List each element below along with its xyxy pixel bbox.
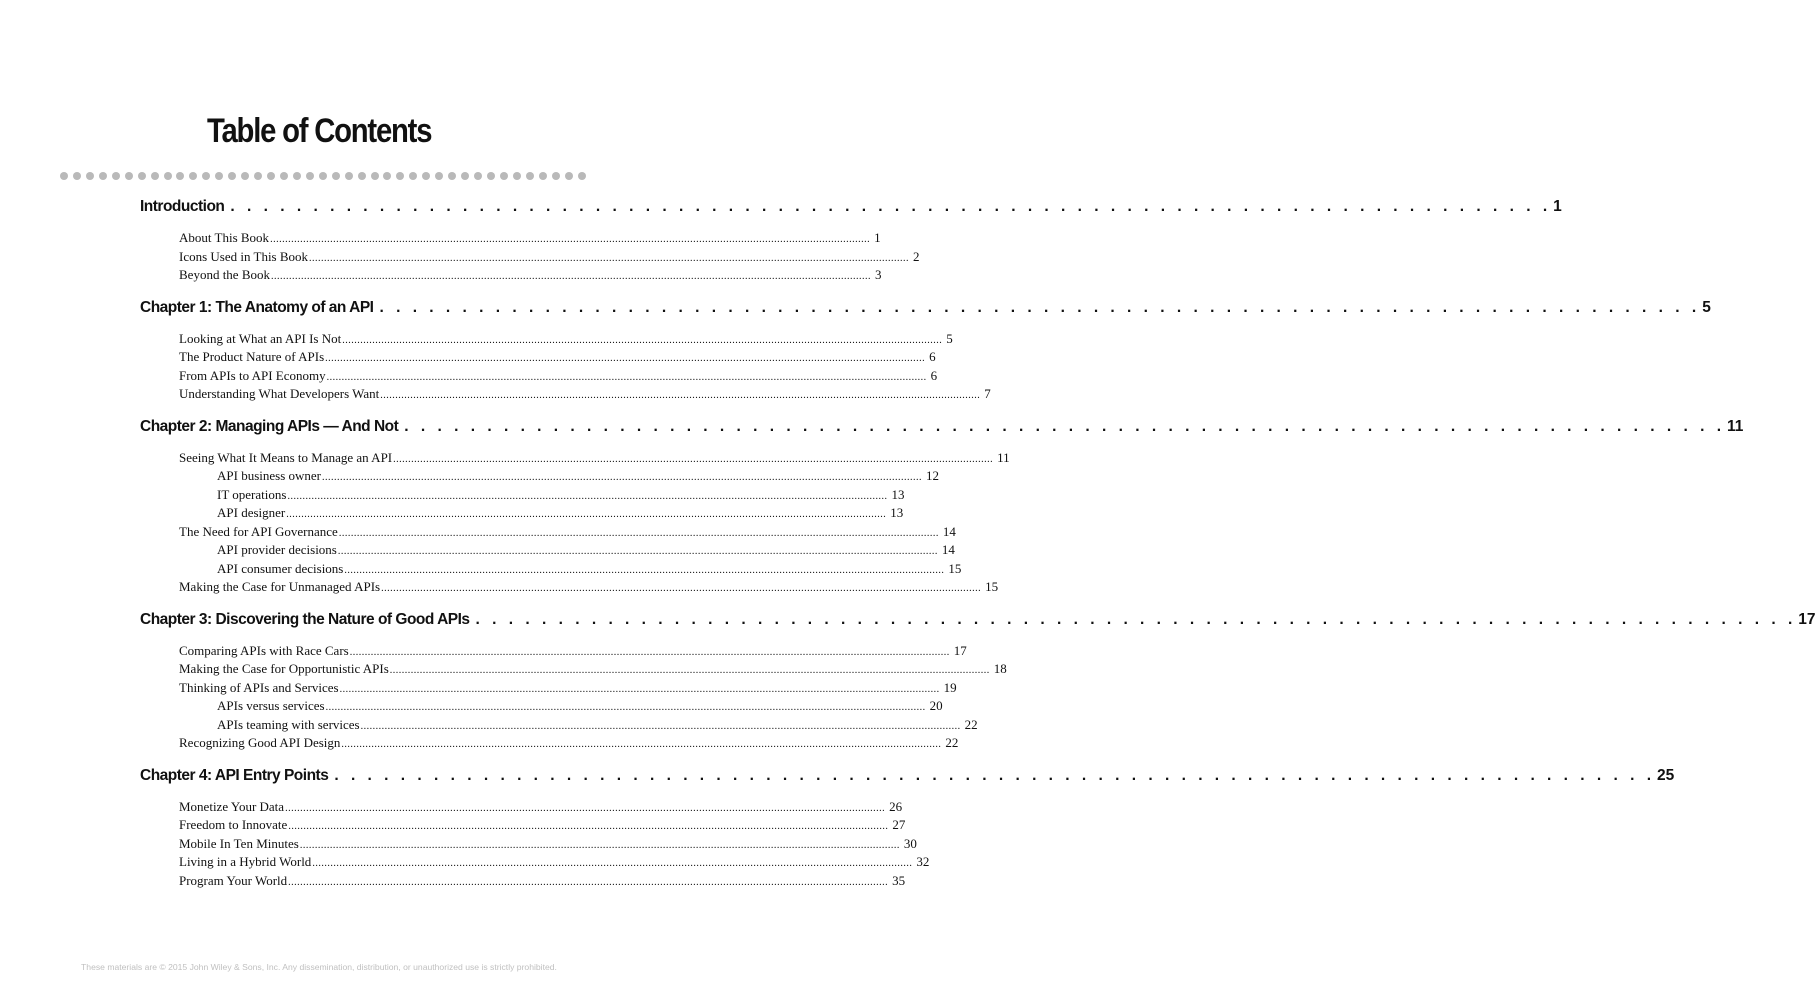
dot-leader: ........................................................................................................................................................................................................ — [325, 702, 926, 713]
dot-leader: . . . . . . . . . . . . . . . . . . . . . . . . . . . . . . . . . . . . . . . . . . . . . . . . . . . . . . . . . . . . . . . . . . . . . . . . . . . . . . . . — [475, 610, 1797, 628]
divider-dot — [371, 172, 379, 180]
divider-dot — [99, 172, 107, 180]
toc-entry-title: Comparing APIs with Race Cars — [179, 642, 349, 658]
dot-leader: ........................................................................................................................................................................................................ — [389, 665, 990, 676]
divider-dot — [358, 172, 366, 180]
divider-dot — [280, 172, 288, 180]
toc-entry-title: From APIs to API Economy — [179, 367, 326, 383]
toc-chapter-title: Chapter 4: API Entry Points — [140, 766, 329, 784]
toc-page-number: 11 — [997, 449, 1010, 465]
dot-leader: ........................................................................................................................................................................................................ — [339, 683, 940, 695]
toc-page-number: 14 — [941, 542, 955, 557]
toc-entry-title: API business owner — [217, 468, 321, 483]
divider-dot — [552, 172, 560, 180]
toc-entry-title: APIs teaming with services — [217, 716, 360, 732]
toc-section[interactable] — [140, 661, 1007, 680]
toc-entry-title: Understanding What Developers Want — [179, 386, 380, 401]
toc-section[interactable] — [140, 854, 930, 873]
dot-leader: ........................................................................................................................................................................................................ — [322, 472, 922, 483]
divider-dot — [151, 172, 159, 180]
divider-dot — [526, 172, 534, 180]
toc-page-number: 18 — [993, 661, 1007, 676]
divider-dot — [513, 172, 521, 180]
toc-section[interactable] — [140, 872, 906, 892]
divider-dot — [539, 172, 547, 180]
toc-page-number: 17 — [953, 642, 967, 658]
toc-page-number: 6 — [930, 367, 938, 383]
dot-leader: . . . . . . . . . . . . . . . . . . . . . . . . . . . . . . . . . . . . . . . . . . . . . . . . . . . . . . . . . . . . . . . . . . . . . . . . . . . . . . . . — [334, 766, 1656, 784]
toc-subsection[interactable] — [140, 560, 962, 580]
toc-page-number: 25 — [1657, 766, 1675, 784]
toc-entry-title: The Product Nature of APIs — [179, 349, 325, 364]
dot-leader: ........................................................................................................................................................................................................ — [337, 546, 938, 557]
dot-leader: ........................................................................................................................................................................................................ — [312, 858, 913, 869]
dot-leader: ........................................................................................................................................................................................................ — [299, 839, 900, 851]
toc-subsection[interactable] — [140, 468, 939, 487]
divider-dot — [319, 172, 327, 180]
toc-subsection[interactable] — [140, 486, 905, 506]
toc-section[interactable] — [140, 267, 882, 286]
toc-entry-title: API provider decisions — [217, 542, 337, 557]
toc-entry-title: Mobile In Ten Minutes — [179, 835, 299, 851]
toc-entry-title: The Need for API Governance — [179, 523, 338, 539]
divider-dot — [565, 172, 573, 180]
toc-chapter-title: Introduction — [140, 198, 225, 215]
toc-chapter-title: Chapter 2: Managing APIs — And Not — [140, 417, 399, 435]
toc-page-number: 5 — [946, 330, 953, 346]
divider-dot — [487, 172, 495, 180]
dot-leader: ........................................................................................................................................................................................................ — [360, 720, 961, 732]
dot-leader: ........................................................................................................................................................................................................ — [381, 583, 982, 594]
toc-chapter[interactable] — [140, 610, 1816, 635]
toc-section[interactable] — [140, 367, 938, 387]
toc-page-number: 5 — [1702, 298, 1711, 316]
toc-page-number: 12 — [926, 468, 939, 483]
toc-section[interactable] — [140, 579, 999, 598]
divider-dot — [293, 172, 301, 180]
divider-dot — [383, 172, 391, 180]
divider-dot — [461, 172, 469, 180]
toc-section[interactable] — [140, 523, 956, 543]
divider-dot — [228, 172, 236, 180]
toc-section[interactable] — [140, 330, 953, 350]
toc-page-number: 35 — [892, 872, 906, 888]
divider-dot — [164, 172, 172, 180]
dot-leader: ........................................................................................................................................................................................................ — [285, 802, 886, 814]
divider-dot — [189, 172, 197, 180]
divider-dot — [306, 172, 314, 180]
dot-leader: ........................................................................................................................................................................................................ — [325, 353, 926, 364]
dot-leader: ........................................................................................................................................................................................................ — [288, 876, 889, 888]
toc-page-number: 7 — [984, 386, 991, 401]
toc-page-number: 17 — [1798, 610, 1816, 628]
divider-dot — [138, 172, 146, 180]
toc-chapter[interactable] — [140, 198, 1562, 222]
toc-section[interactable] — [140, 449, 1010, 469]
divider-dot — [578, 172, 586, 180]
divider-dot — [86, 172, 94, 180]
divider-dot — [396, 172, 404, 180]
copyright-footer: These materials are © 2015 John Wiley & Sons, Inc. Any dissemination, distribution, or unauthorized use is strictly prohibited. — [81, 962, 557, 972]
toc-section[interactable] — [140, 349, 936, 368]
toc-section[interactable] — [140, 735, 959, 754]
toc-chapter[interactable] — [140, 417, 1744, 442]
toc-page-number: 32 — [916, 854, 930, 869]
toc-entry-title: Thinking of APIs and Services — [179, 679, 339, 695]
dot-leader: ........................................................................................................................................................................................................ — [326, 371, 927, 383]
divider-dot — [241, 172, 249, 180]
toc-page-number: 22 — [945, 735, 959, 750]
toc-page-number: 22 — [964, 716, 978, 732]
toc-section[interactable] — [140, 386, 991, 405]
toc-page-number: 14 — [942, 523, 956, 539]
toc-entry-title: Recognizing Good API Design — [179, 735, 341, 750]
divider-dot — [345, 172, 353, 180]
toc-entry-title: API designer — [217, 505, 286, 520]
divider-dot — [73, 172, 81, 180]
toc-entry-title: Seeing What It Means to Manage an API — [179, 449, 393, 465]
toc-section[interactable] — [140, 679, 957, 699]
toc-page-number: 15 — [948, 560, 962, 576]
toc-chapter-title: Chapter 1: The Anatomy of an API — [140, 298, 374, 316]
toc-entry-title: Making the Case for Opportunistic APIs — [179, 661, 389, 676]
dot-leader: ........................................................................................................................................................................................................ — [338, 527, 939, 539]
toc-subsection[interactable] — [140, 542, 955, 561]
divider-dot — [125, 172, 133, 180]
dot-leader: ........................................................................................................................................................................................................ — [309, 252, 910, 264]
toc-page-number: 19 — [943, 679, 957, 695]
toc-entry-title: IT operations — [217, 486, 287, 502]
toc-entry-title: Monetize Your Data — [179, 798, 285, 814]
toc-page-number: 1 — [1553, 198, 1562, 215]
toc-page-number: 20 — [929, 698, 943, 713]
toc-section[interactable] — [140, 230, 881, 249]
divider-dot — [435, 172, 443, 180]
divider-dot — [448, 172, 456, 180]
divider-dot — [422, 172, 430, 180]
toc-chapter[interactable] — [140, 766, 1675, 791]
divider-dot — [202, 172, 210, 180]
table-of-contents — [140, 198, 1816, 891]
toc-section[interactable] — [140, 835, 917, 855]
divider-dot — [409, 172, 417, 180]
toc-entry-title: Program Your World — [179, 872, 288, 888]
toc-page-number: 27 — [892, 817, 906, 832]
toc-page-number: 13 — [891, 486, 905, 502]
divider-dot — [215, 172, 223, 180]
divider-dot — [176, 172, 184, 180]
toc-subsection[interactable] — [140, 716, 978, 736]
divider-dot — [112, 172, 120, 180]
divider-dot — [474, 172, 482, 180]
dot-leader: ........................................................................................................................................................................................................ — [342, 334, 943, 346]
toc-section[interactable] — [140, 817, 906, 836]
dot-leader: ........................................................................................................................................................................................................ — [270, 234, 871, 245]
toc-page-number: 1 — [874, 230, 881, 245]
toc-entry-title: Living in a Hybrid World — [179, 854, 312, 869]
dot-leader: ........................................................................................................................................................................................................ — [344, 564, 945, 576]
divider-dot — [332, 172, 340, 180]
toc-page-number: 3 — [875, 267, 882, 282]
toc-page-number: 30 — [903, 835, 917, 851]
divider-dot — [254, 172, 262, 180]
toc-entry-title: Icons Used in This Book — [179, 248, 309, 264]
dot-leader: . . . . . . . . . . . . . . . . . . . . . . . . . . . . . . . . . . . . . . . . . . . . . . . . . . . . . . . . . . . . . . . . . . . . . . . . . . . . . . . . — [230, 198, 1552, 215]
toc-page-number: 11 — [1727, 417, 1744, 435]
dot-leader: ........................................................................................................................................................................................................ — [271, 271, 871, 282]
toc-entry-title: API consumer decisions — [217, 560, 344, 576]
toc-page-number: 15 — [985, 579, 999, 594]
divider-dot — [500, 172, 508, 180]
toc-chapter[interactable] — [140, 298, 1711, 323]
toc-entry-title: Making the Case for Unmanaged APIs — [179, 579, 381, 594]
toc-page-number: 6 — [929, 349, 936, 364]
page-title: Table of Contents — [206, 112, 432, 150]
dot-leader: ........................................................................................................................................................................................................ — [287, 490, 888, 502]
toc-subsection[interactable] — [140, 698, 943, 717]
toc-entry-title: Freedom to Innovate — [179, 817, 288, 832]
dot-leader: ........................................................................................................................................................................................................ — [286, 509, 887, 520]
toc-page-number: 26 — [889, 798, 903, 814]
toc-page-number: 13 — [890, 505, 904, 520]
toc-subsection[interactable] — [140, 505, 904, 524]
dot-leader: ........................................................................................................................................................................................................ — [288, 821, 889, 832]
dot-leader: ........................................................................................................................................................................................................ — [349, 646, 950, 658]
dot-leader: ........................................................................................................................................................................................................ — [393, 453, 994, 465]
divider-dot — [60, 172, 68, 180]
toc-entry-title: About This Book — [179, 230, 270, 245]
dotted-divider — [60, 170, 586, 182]
dot-leader: ........................................................................................................................................................................................................ — [380, 390, 981, 401]
dot-leader: . . . . . . . . . . . . . . . . . . . . . . . . . . . . . . . . . . . . . . . . . . . . . . . . . . . . . . . . . . . . . . . . . . . . . . . . . . . . . . . . — [404, 417, 1725, 435]
dot-leader: . . . . . . . . . . . . . . . . . . . . . . . . . . . . . . . . . . . . . . . . . . . . . . . . . . . . . . . . . . . . . . . . . . . . . . . . . . . . . . . . — [379, 298, 1701, 316]
toc-page-number: 2 — [913, 248, 920, 264]
toc-chapter-title: Chapter 3: Discovering the Nature of Good APIs — [140, 610, 470, 628]
toc-section[interactable] — [140, 798, 903, 818]
dot-leader: ........................................................................................................................................................................................................ — [341, 739, 942, 750]
toc-entry-title: Looking at What an API Is Not — [179, 330, 342, 346]
toc-section[interactable] — [140, 248, 920, 268]
toc-entry-title: APIs versus services — [217, 698, 325, 713]
toc-section[interactable] — [140, 642, 967, 662]
divider-dot — [267, 172, 275, 180]
toc-entry-title: Beyond the Book — [179, 267, 270, 282]
